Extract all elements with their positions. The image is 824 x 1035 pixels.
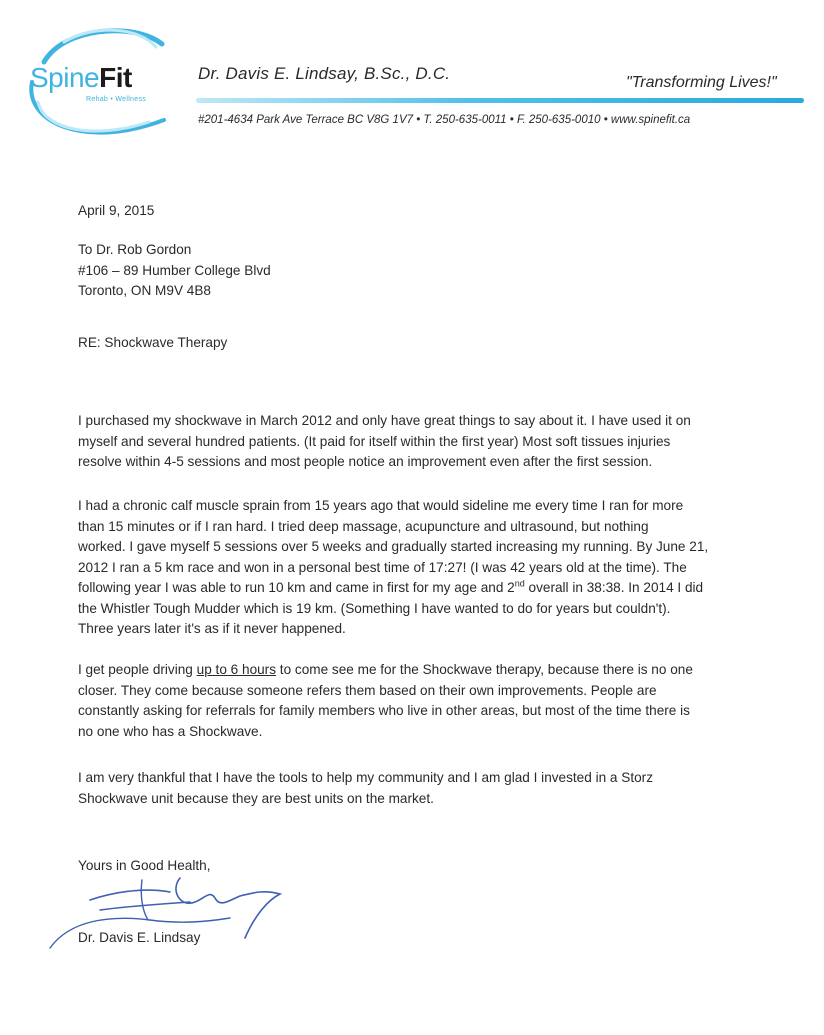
letter-date: April 9, 2015	[78, 203, 155, 218]
paragraph-line: Three years later it's as if it never happened.	[78, 621, 346, 636]
paragraph-4	[78, 768, 778, 809]
logo-fit-text: Fit	[99, 62, 132, 93]
paragraph-line: 2012 I ran a 5 km race and won in a personal best time of 17:27! (I was 42 years old at the time). The	[78, 559, 687, 575]
recipient-address	[78, 240, 271, 302]
paragraph-line: than 15 minutes or if I ran hard. I tried deep massage, acupuncture and ultrasound, but nothing	[78, 518, 649, 534]
paragraph-line: constantly asking for referrals for family members who live in other areas, but most of the time there is	[78, 703, 690, 718]
paragraph-line: myself and several hundred patients. (It paid for itself within the first year) Most soft tissues injuries	[78, 433, 671, 449]
paragraph-line: worked. I gave myself 5 sessions over 5 weeks and gradually started increasing my running. By June 21,	[78, 539, 709, 554]
paragraph-3	[78, 660, 778, 742]
paragraph-1	[78, 411, 778, 473]
slogan: "Transforming Lives!"	[626, 74, 777, 91]
text-span: overall in 38:38. In 2014 I did	[524, 580, 704, 595]
paragraph-line: no one who has a Shockwave.	[78, 723, 263, 739]
paragraph-line	[78, 660, 778, 681]
paragraph-line: closer. They come because someone refers them based on their own improvements. People are	[78, 682, 657, 698]
recipient-line: To Dr. Rob Gordon	[78, 242, 192, 257]
subject-line: RE: Shockwave Therapy	[78, 335, 228, 350]
text-span: I get people driving	[78, 662, 197, 677]
closing-salutation: Yours in Good Health,	[78, 858, 211, 873]
paragraph-line	[78, 578, 778, 599]
spinefit-logo	[30, 62, 132, 94]
text-span: following year I was able to run 10 km and came in first for my age and 2	[78, 580, 515, 595]
signature-name: Dr. Davis E. Lindsay	[78, 930, 201, 945]
paragraph-line: I purchased my shockwave in March 2012 and only have great things to say about it. I have used it on	[78, 413, 691, 428]
underlined-text: up to 6 hours	[196, 662, 277, 677]
doctor-name-heading: Dr. Davis E. Lindsay, B.Sc., D.C.	[198, 64, 451, 83]
paragraph-line: the Whistler Tough Mudder which is 19 km. (Something I have wanted to do for years but couldn't).	[78, 600, 671, 616]
paragraph-line: I had a chronic calf muscle sprain from 15 years ago that would sideline me every time I ran for more	[78, 498, 684, 513]
letterhead-rule	[196, 98, 804, 103]
paragraph-line: Shockwave unit because they are best units on the market.	[78, 790, 434, 806]
letterhead	[0, 0, 824, 170]
paragraph-line: resolve within 4-5 sessions and most people notice an improvement even after the first session.	[78, 454, 653, 469]
recipient-line: Toronto, ON M9V 4B8	[78, 283, 211, 299]
text-span: to come see me for the Shockwave therapy, because there is no one	[276, 662, 693, 677]
paragraph-2	[78, 496, 778, 640]
paragraph-line: I am very thankful that I have the tools to help my community and I am glad I invested in a Storz	[78, 770, 653, 785]
ordinal-superscript: nd	[514, 578, 525, 589]
logo-tagline: Rehab • Wellness	[86, 96, 147, 103]
contact-line: #201-4634 Park Ave Terrace BC V8G 1V7 • T. 250-635-0011 • F. 250-635-0010 • www.spinefit.ca	[198, 114, 691, 126]
logo-spine-text: Spine	[30, 62, 100, 93]
recipient-line: #106 – 89 Humber College Blvd	[78, 262, 271, 278]
